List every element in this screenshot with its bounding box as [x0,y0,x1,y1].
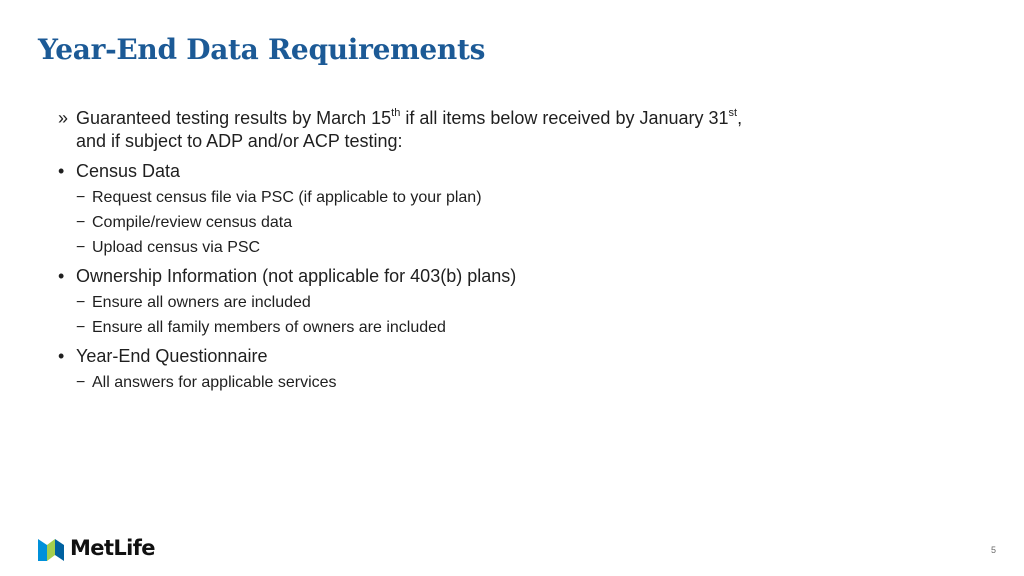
logo-shape-right [55,539,64,561]
dash-marker: − [76,319,86,336]
dash-marker: − [76,374,86,391]
sub-item-text: Compile/review census data [92,214,293,231]
sub-item [58,318,858,338]
lead-text-part-3: , [737,108,743,128]
sub-item-text: All answers for applicable services [92,374,337,391]
bullet-year-end-questionnaire [58,345,858,368]
lead-text-part-2: if all items below received by January 31 [400,108,729,128]
logo-shape-left [38,539,47,561]
bullet-marker: • [58,346,65,366]
dash-marker: − [76,214,86,231]
bullet-marker: • [58,161,65,181]
sub-item [58,373,858,393]
lead-marker: » [58,108,69,128]
lead-superscript-2: st [728,107,738,119]
sub-item [58,238,858,258]
lead-superscript-1: th [391,107,401,119]
slide-content [58,107,858,393]
sub-item-text: Ensure all owners are included [92,294,311,311]
bullet-label: Ownership Information (not applicable for 403(b) plans) [76,266,517,286]
logo-wordmark: MetLife [70,536,155,560]
slide-title: Year-End Data Requirements [38,33,486,66]
metlife-logo-icon [38,535,64,561]
metlife-logo [38,535,155,561]
bullet-ownership-information [58,265,858,288]
bullet-census-data [58,160,858,183]
sub-item [58,293,858,313]
logo-shape-center [47,539,55,561]
page-number: 5 [990,545,996,555]
sub-item [58,213,858,233]
lead-text-line-2: and if subject to ADP and/or ACP testing: [76,131,403,151]
sub-item [58,188,858,208]
dash-marker: − [76,189,86,206]
sub-item-text: Ensure all family members of owners are included [92,319,446,336]
dash-marker: − [76,239,86,256]
sub-item-text: Upload census via PSC [92,239,261,256]
dash-marker: − [76,294,86,311]
bullet-label: Year-End Questionnaire [76,346,268,366]
lead-text-part-1: Guaranteed testing results by March 15 [76,108,392,128]
lead-paragraph [58,107,858,153]
sub-item-text: Request census file via PSC (if applicable to your plan) [92,189,482,206]
bullet-marker: • [58,266,65,286]
bullet-label: Census Data [76,161,181,181]
